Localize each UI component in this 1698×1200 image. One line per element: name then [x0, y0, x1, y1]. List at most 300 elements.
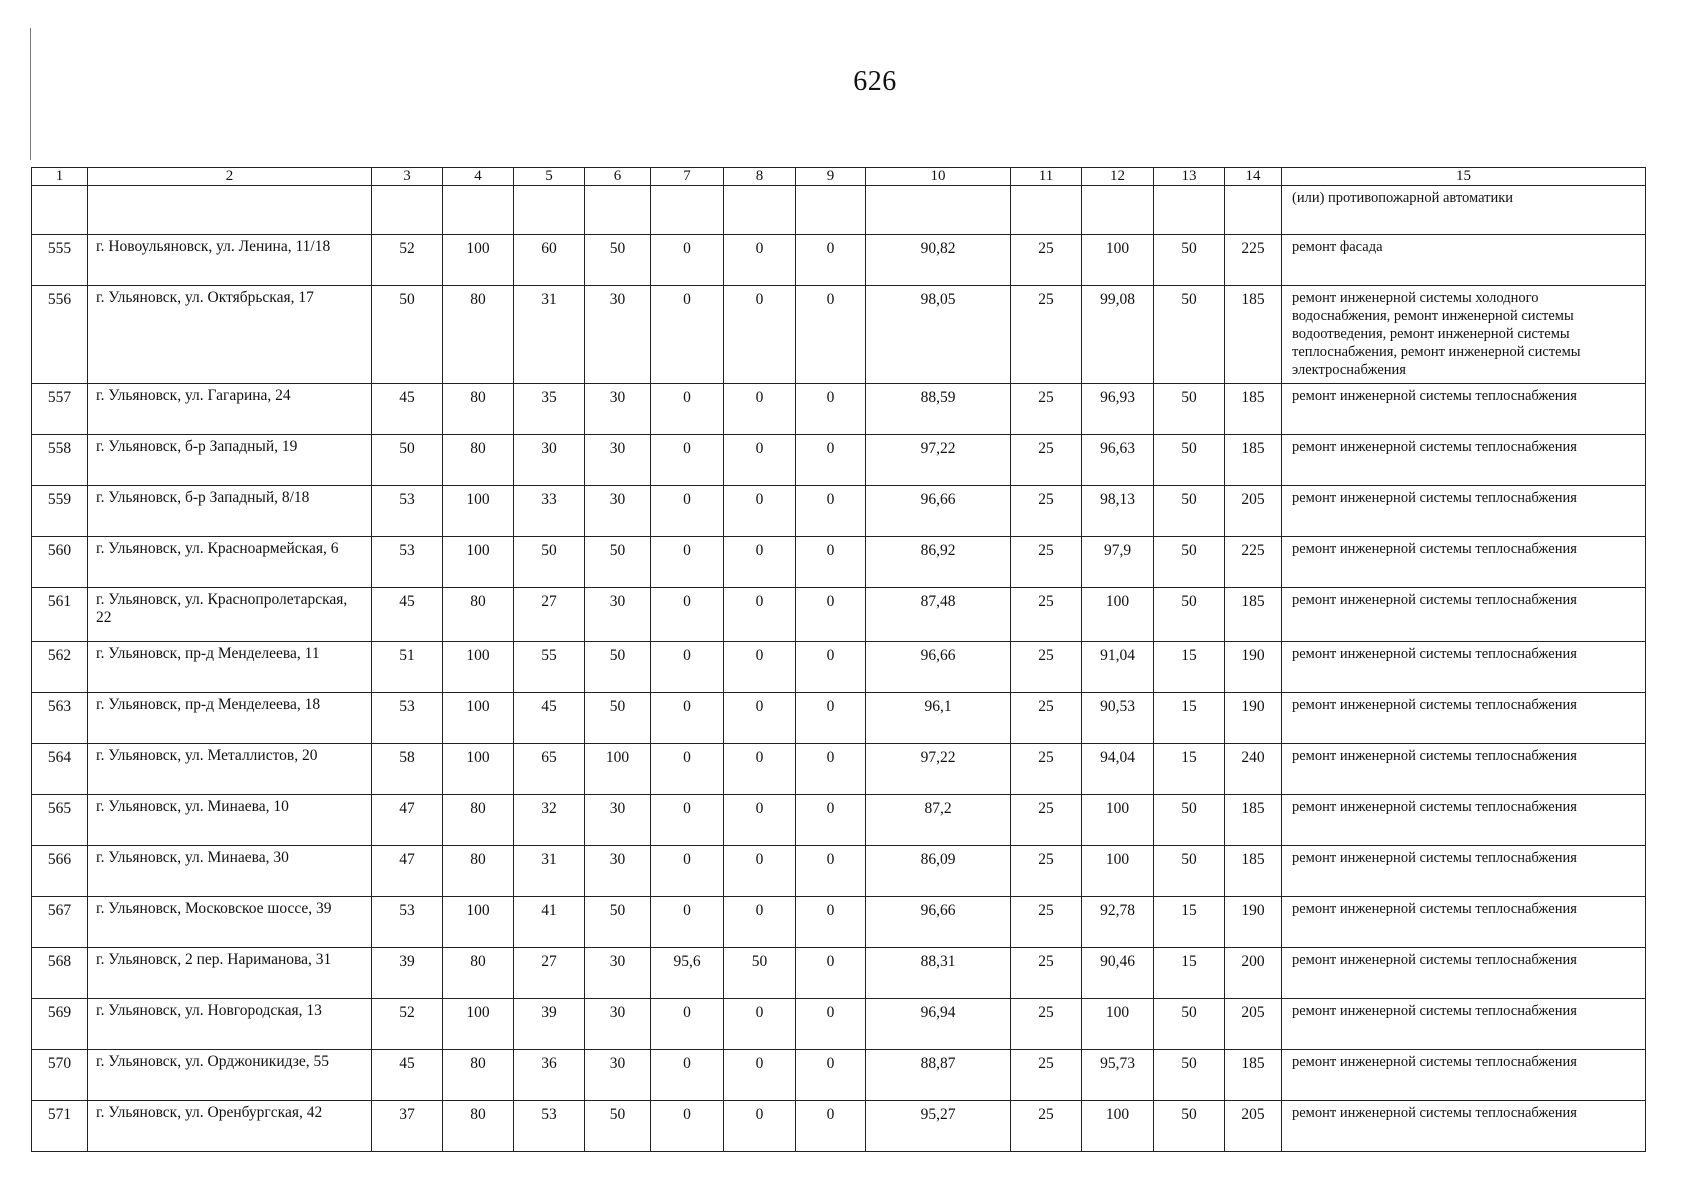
col10-cell: 96,66 — [866, 642, 1011, 693]
col12-cell: 100 — [1082, 1101, 1154, 1152]
column-number-header: 12 — [1082, 168, 1154, 186]
row-number-cell: 565 — [32, 795, 88, 846]
col8-cell: 0 — [724, 744, 796, 795]
col7-cell: 0 — [651, 384, 724, 435]
col10-cell: 86,92 — [866, 537, 1011, 588]
address-cell: г. Ульяновск, ул. Гагарина, 24 — [88, 384, 372, 435]
col8-cell: 0 — [724, 537, 796, 588]
col4-cell: 80 — [443, 1101, 514, 1152]
col11-cell: 25 — [1011, 435, 1082, 486]
col13-cell: 50 — [1154, 384, 1225, 435]
col4-cell: 80 — [443, 435, 514, 486]
table-cell — [724, 186, 796, 235]
col5-cell: 35 — [514, 384, 585, 435]
work-description-cell: ремонт инженерной системы теплоснабжения — [1282, 744, 1646, 795]
col8-cell: 0 — [724, 846, 796, 897]
col4-cell: 80 — [443, 948, 514, 999]
column-number-header: 1 — [32, 168, 88, 186]
col13-cell: 15 — [1154, 744, 1225, 795]
page-number: 626 — [853, 66, 897, 97]
col5-cell: 60 — [514, 235, 585, 286]
row-number-cell: 556 — [32, 286, 88, 384]
col11-cell: 25 — [1011, 1050, 1082, 1101]
col3-cell: 51 — [372, 642, 443, 693]
col10-cell: 96,66 — [866, 486, 1011, 537]
row-number-cell: 560 — [32, 537, 88, 588]
col7-cell: 0 — [651, 795, 724, 846]
col5-cell: 31 — [514, 846, 585, 897]
col6-cell: 100 — [585, 744, 651, 795]
work-description-cell: ремонт инженерной системы теплоснабжения — [1282, 795, 1646, 846]
col9-cell: 0 — [796, 286, 866, 384]
table-row — [32, 486, 1646, 537]
col7-cell: 0 — [651, 286, 724, 384]
column-number-header-row — [32, 168, 1646, 186]
table-row — [32, 435, 1646, 486]
col6-cell: 30 — [585, 588, 651, 642]
table-row — [32, 846, 1646, 897]
col14-cell: 190 — [1225, 642, 1282, 693]
work-description-cell: ремонт инженерной системы холодного водоснабжения, ремонт инженерной системы водоотведения, ремонт инженерной системы теплоснабжения, ремонт инженерной системы электроснабжения — [1282, 286, 1646, 384]
col7-cell: 0 — [651, 744, 724, 795]
col9-cell: 0 — [796, 235, 866, 286]
col6-cell: 30 — [585, 1050, 651, 1101]
address-cell: г. Ульяновск, пр-д Менделеева, 18 — [88, 693, 372, 744]
col8-cell: 50 — [724, 948, 796, 999]
col9-cell: 0 — [796, 897, 866, 948]
col13-cell: 50 — [1154, 486, 1225, 537]
col14-cell: 225 — [1225, 537, 1282, 588]
col9-cell: 0 — [796, 795, 866, 846]
col4-cell: 100 — [443, 693, 514, 744]
col10-cell: 96,66 — [866, 897, 1011, 948]
table-cell — [443, 186, 514, 235]
col9-cell: 0 — [796, 537, 866, 588]
col4-cell: 100 — [443, 235, 514, 286]
col11-cell: 25 — [1011, 384, 1082, 435]
col14-cell: 205 — [1225, 1101, 1282, 1152]
address-cell: г. Ульяновск, ул. Минаева, 30 — [88, 846, 372, 897]
col13-cell: 15 — [1154, 897, 1225, 948]
col14-cell: 190 — [1225, 897, 1282, 948]
col7-cell: 0 — [651, 1101, 724, 1152]
col11-cell: 25 — [1011, 846, 1082, 897]
col13-cell: 15 — [1154, 948, 1225, 999]
col10-cell: 98,05 — [866, 286, 1011, 384]
col11-cell: 25 — [1011, 897, 1082, 948]
col4-cell: 80 — [443, 1050, 514, 1101]
row-number-cell: 559 — [32, 486, 88, 537]
table-cell — [1011, 186, 1082, 235]
col13-cell: 50 — [1154, 795, 1225, 846]
col4-cell: 80 — [443, 846, 514, 897]
col8-cell: 0 — [724, 435, 796, 486]
col12-cell: 100 — [1082, 235, 1154, 286]
col5-cell: 65 — [514, 744, 585, 795]
table-row — [32, 286, 1646, 384]
table-cell — [88, 186, 372, 235]
col6-cell: 30 — [585, 846, 651, 897]
col3-cell: 45 — [372, 384, 443, 435]
table-cell — [866, 186, 1011, 235]
col12-cell: 100 — [1082, 999, 1154, 1050]
column-number-header: 2 — [88, 168, 372, 186]
table-cell — [585, 186, 651, 235]
col11-cell: 25 — [1011, 642, 1082, 693]
col11-cell: 25 — [1011, 693, 1082, 744]
col6-cell: 30 — [585, 948, 651, 999]
table-row — [32, 642, 1646, 693]
work-description-cell: ремонт инженерной системы теплоснабжения — [1282, 1101, 1646, 1152]
col14-cell: 185 — [1225, 1050, 1282, 1101]
col4-cell: 100 — [443, 999, 514, 1050]
col14-cell: 225 — [1225, 235, 1282, 286]
col13-cell: 15 — [1154, 693, 1225, 744]
col14-cell: 185 — [1225, 795, 1282, 846]
col14-cell: 185 — [1225, 435, 1282, 486]
col6-cell: 50 — [585, 642, 651, 693]
col3-cell: 53 — [372, 537, 443, 588]
col5-cell: 32 — [514, 795, 585, 846]
col12-cell: 90,46 — [1082, 948, 1154, 999]
col9-cell: 0 — [796, 486, 866, 537]
col7-cell: 0 — [651, 486, 724, 537]
row-number-cell: 566 — [32, 846, 88, 897]
col4-cell: 100 — [443, 897, 514, 948]
col3-cell: 47 — [372, 795, 443, 846]
col5-cell: 50 — [514, 537, 585, 588]
col7-cell: 95,6 — [651, 948, 724, 999]
col4-cell: 100 — [443, 642, 514, 693]
col8-cell: 0 — [724, 486, 796, 537]
col8-cell: 0 — [724, 795, 796, 846]
col13-cell: 50 — [1154, 537, 1225, 588]
col8-cell: 0 — [724, 1050, 796, 1101]
col3-cell: 53 — [372, 486, 443, 537]
col11-cell: 25 — [1011, 948, 1082, 999]
col3-cell: 53 — [372, 897, 443, 948]
table-row — [32, 537, 1646, 588]
col11-cell: 25 — [1011, 235, 1082, 286]
col9-cell: 0 — [796, 744, 866, 795]
column-number-header: 8 — [724, 168, 796, 186]
col9-cell: 0 — [796, 642, 866, 693]
work-description-cell: ремонт инженерной системы теплоснабжения — [1282, 537, 1646, 588]
col14-cell: 240 — [1225, 744, 1282, 795]
col14-cell: 185 — [1225, 384, 1282, 435]
table-row — [32, 235, 1646, 286]
col12-cell: 90,53 — [1082, 693, 1154, 744]
table-row — [32, 1050, 1646, 1101]
col9-cell: 0 — [796, 948, 866, 999]
table-row — [32, 588, 1646, 642]
col8-cell: 0 — [724, 286, 796, 384]
col13-cell: 50 — [1154, 846, 1225, 897]
col10-cell: 88,59 — [866, 384, 1011, 435]
column-number-header: 10 — [866, 168, 1011, 186]
col12-cell: 100 — [1082, 846, 1154, 897]
col11-cell: 25 — [1011, 286, 1082, 384]
col3-cell: 39 — [372, 948, 443, 999]
row-number-cell: 563 — [32, 693, 88, 744]
row-number-cell: 569 — [32, 999, 88, 1050]
work-description-cell: (или) противопожарной автоматики — [1282, 186, 1646, 235]
table-row — [32, 1101, 1646, 1152]
col5-cell: 39 — [514, 999, 585, 1050]
col10-cell: 97,22 — [866, 744, 1011, 795]
col3-cell: 52 — [372, 999, 443, 1050]
col5-cell: 27 — [514, 948, 585, 999]
table-cell — [1154, 186, 1225, 235]
data-table — [31, 167, 1646, 1152]
col6-cell: 50 — [585, 1101, 651, 1152]
col8-cell: 0 — [724, 999, 796, 1050]
table-cell — [32, 186, 88, 235]
col10-cell: 88,31 — [866, 948, 1011, 999]
table-cell — [1082, 186, 1154, 235]
work-description-cell: ремонт инженерной системы теплоснабжения — [1282, 588, 1646, 642]
row-number-cell: 555 — [32, 235, 88, 286]
col7-cell: 0 — [651, 235, 724, 286]
continuation-row — [32, 186, 1646, 235]
col7-cell: 0 — [651, 435, 724, 486]
table-row — [32, 744, 1646, 795]
col5-cell: 45 — [514, 693, 585, 744]
col3-cell: 58 — [372, 744, 443, 795]
col8-cell: 0 — [724, 642, 796, 693]
col13-cell: 50 — [1154, 235, 1225, 286]
col7-cell: 0 — [651, 588, 724, 642]
table-cell — [1225, 186, 1282, 235]
col8-cell: 0 — [724, 384, 796, 435]
col11-cell: 25 — [1011, 1101, 1082, 1152]
col4-cell: 100 — [443, 537, 514, 588]
col11-cell: 25 — [1011, 588, 1082, 642]
table-cell — [651, 186, 724, 235]
address-cell: г. Ульяновск, ул. Новгородская, 13 — [88, 999, 372, 1050]
work-description-cell: ремонт фасада — [1282, 235, 1646, 286]
col7-cell: 0 — [651, 999, 724, 1050]
row-number-cell: 571 — [32, 1101, 88, 1152]
address-cell: г. Ульяновск, б-р Западный, 19 — [88, 435, 372, 486]
col7-cell: 0 — [651, 693, 724, 744]
table-cell — [796, 186, 866, 235]
column-number-header: 11 — [1011, 168, 1082, 186]
col13-cell: 50 — [1154, 435, 1225, 486]
col3-cell: 50 — [372, 435, 443, 486]
col7-cell: 0 — [651, 846, 724, 897]
col12-cell: 97,9 — [1082, 537, 1154, 588]
col12-cell: 95,73 — [1082, 1050, 1154, 1101]
col7-cell: 0 — [651, 642, 724, 693]
address-cell: г. Ульяновск, 2 пер. Нариманова, 31 — [88, 948, 372, 999]
col13-cell: 15 — [1154, 642, 1225, 693]
col12-cell: 99,08 — [1082, 286, 1154, 384]
col6-cell: 50 — [585, 897, 651, 948]
col6-cell: 30 — [585, 384, 651, 435]
col4-cell: 80 — [443, 286, 514, 384]
table-row — [32, 384, 1646, 435]
col3-cell: 37 — [372, 1101, 443, 1152]
col5-cell: 41 — [514, 897, 585, 948]
work-description-cell: ремонт инженерной системы теплоснабжения — [1282, 435, 1646, 486]
col4-cell: 80 — [443, 588, 514, 642]
column-number-header: 6 — [585, 168, 651, 186]
col11-cell: 25 — [1011, 744, 1082, 795]
col8-cell: 0 — [724, 693, 796, 744]
col9-cell: 0 — [796, 588, 866, 642]
table-row — [32, 897, 1646, 948]
col9-cell: 0 — [796, 999, 866, 1050]
work-description-cell: ремонт инженерной системы теплоснабжения — [1282, 1050, 1646, 1101]
col12-cell: 100 — [1082, 795, 1154, 846]
col8-cell: 0 — [724, 1101, 796, 1152]
col11-cell: 25 — [1011, 486, 1082, 537]
col13-cell: 50 — [1154, 286, 1225, 384]
col6-cell: 30 — [585, 795, 651, 846]
address-cell: г. Ульяновск, б-р Западный, 8/18 — [88, 486, 372, 537]
col12-cell: 96,93 — [1082, 384, 1154, 435]
col11-cell: 25 — [1011, 999, 1082, 1050]
col9-cell: 0 — [796, 1050, 866, 1101]
col6-cell: 30 — [585, 435, 651, 486]
row-number-cell: 562 — [32, 642, 88, 693]
table-cell — [514, 186, 585, 235]
col6-cell: 30 — [585, 486, 651, 537]
col10-cell: 86,09 — [866, 846, 1011, 897]
work-description-cell: ремонт инженерной системы теплоснабжения — [1282, 486, 1646, 537]
column-number-header: 15 — [1282, 168, 1646, 186]
col11-cell: 25 — [1011, 795, 1082, 846]
table-row — [32, 999, 1646, 1050]
col6-cell: 50 — [585, 235, 651, 286]
col8-cell: 0 — [724, 897, 796, 948]
col9-cell: 0 — [796, 846, 866, 897]
col12-cell: 96,63 — [1082, 435, 1154, 486]
col14-cell: 185 — [1225, 286, 1282, 384]
address-cell: г. Ульяновск, ул. Краснопролетарская, 22 — [88, 588, 372, 642]
col10-cell: 95,27 — [866, 1101, 1011, 1152]
row-number-cell: 570 — [32, 1050, 88, 1101]
col10-cell: 96,1 — [866, 693, 1011, 744]
col7-cell: 0 — [651, 1050, 724, 1101]
col10-cell: 97,22 — [866, 435, 1011, 486]
row-number-cell: 567 — [32, 897, 88, 948]
col8-cell: 0 — [724, 235, 796, 286]
col4-cell: 100 — [443, 486, 514, 537]
table-row — [32, 948, 1646, 999]
work-description-cell: ремонт инженерной системы теплоснабжения — [1282, 897, 1646, 948]
col11-cell: 25 — [1011, 537, 1082, 588]
col14-cell: 185 — [1225, 588, 1282, 642]
table-cell — [372, 186, 443, 235]
column-number-header: 13 — [1154, 168, 1225, 186]
col13-cell: 50 — [1154, 1050, 1225, 1101]
table-row — [32, 693, 1646, 744]
col7-cell: 0 — [651, 897, 724, 948]
col3-cell: 50 — [372, 286, 443, 384]
col9-cell: 0 — [796, 1101, 866, 1152]
col14-cell: 205 — [1225, 486, 1282, 537]
col5-cell: 33 — [514, 486, 585, 537]
row-number-cell: 557 — [32, 384, 88, 435]
row-number-cell: 564 — [32, 744, 88, 795]
work-description-cell: ремонт инженерной системы теплоснабжения — [1282, 948, 1646, 999]
col12-cell: 94,04 — [1082, 744, 1154, 795]
table-row — [32, 795, 1646, 846]
col5-cell: 53 — [514, 1101, 585, 1152]
col5-cell: 27 — [514, 588, 585, 642]
work-description-cell: ремонт инженерной системы теплоснабжения — [1282, 642, 1646, 693]
col3-cell: 45 — [372, 588, 443, 642]
col10-cell: 87,48 — [866, 588, 1011, 642]
address-cell: г. Ульяновск, ул. Металлистов, 20 — [88, 744, 372, 795]
column-number-header: 3 — [372, 168, 443, 186]
address-cell: г. Ульяновск, ул. Оренбургская, 42 — [88, 1101, 372, 1152]
col4-cell: 80 — [443, 384, 514, 435]
col13-cell: 50 — [1154, 588, 1225, 642]
col14-cell: 205 — [1225, 999, 1282, 1050]
col4-cell: 80 — [443, 795, 514, 846]
col7-cell: 0 — [651, 537, 724, 588]
col6-cell: 50 — [585, 693, 651, 744]
row-number-cell: 558 — [32, 435, 88, 486]
col12-cell: 100 — [1082, 588, 1154, 642]
col6-cell: 30 — [585, 999, 651, 1050]
column-number-header: 14 — [1225, 168, 1282, 186]
col13-cell: 50 — [1154, 999, 1225, 1050]
col4-cell: 100 — [443, 744, 514, 795]
address-cell: г. Ульяновск, пр-д Менделеева, 11 — [88, 642, 372, 693]
row-number-cell: 561 — [32, 588, 88, 642]
col6-cell: 50 — [585, 537, 651, 588]
work-description-cell: ремонт инженерной системы теплоснабжения — [1282, 693, 1646, 744]
column-number-header: 4 — [443, 168, 514, 186]
col9-cell: 0 — [796, 384, 866, 435]
column-number-header: 5 — [514, 168, 585, 186]
col10-cell: 96,94 — [866, 999, 1011, 1050]
work-description-cell: ремонт инженерной системы теплоснабжения — [1282, 999, 1646, 1050]
col14-cell: 190 — [1225, 693, 1282, 744]
col14-cell: 200 — [1225, 948, 1282, 999]
col10-cell: 90,82 — [866, 235, 1011, 286]
col5-cell: 36 — [514, 1050, 585, 1101]
col8-cell: 0 — [724, 588, 796, 642]
col10-cell: 88,87 — [866, 1050, 1011, 1101]
col3-cell: 47 — [372, 846, 443, 897]
address-cell: г. Ульяновск, ул. Минаева, 10 — [88, 795, 372, 846]
address-cell: г. Новоульяновск, ул. Ленина, 11/18 — [88, 235, 372, 286]
col5-cell: 30 — [514, 435, 585, 486]
address-cell: г. Ульяновск, ул. Октябрьская, 17 — [88, 286, 372, 384]
col5-cell: 55 — [514, 642, 585, 693]
col13-cell: 50 — [1154, 1101, 1225, 1152]
address-cell: г. Ульяновск, ул. Орджоникидзе, 55 — [88, 1050, 372, 1101]
col9-cell: 0 — [796, 693, 866, 744]
col12-cell: 98,13 — [1082, 486, 1154, 537]
col10-cell: 87,2 — [866, 795, 1011, 846]
col12-cell: 92,78 — [1082, 897, 1154, 948]
col3-cell: 45 — [372, 1050, 443, 1101]
col3-cell: 53 — [372, 693, 443, 744]
work-description-cell: ремонт инженерной системы теплоснабжения — [1282, 846, 1646, 897]
address-cell: г. Ульяновск, ул. Красноармейская, 6 — [88, 537, 372, 588]
col9-cell: 0 — [796, 435, 866, 486]
work-description-cell: ремонт инженерной системы теплоснабжения — [1282, 384, 1646, 435]
col3-cell: 52 — [372, 235, 443, 286]
col5-cell: 31 — [514, 286, 585, 384]
col6-cell: 30 — [585, 286, 651, 384]
